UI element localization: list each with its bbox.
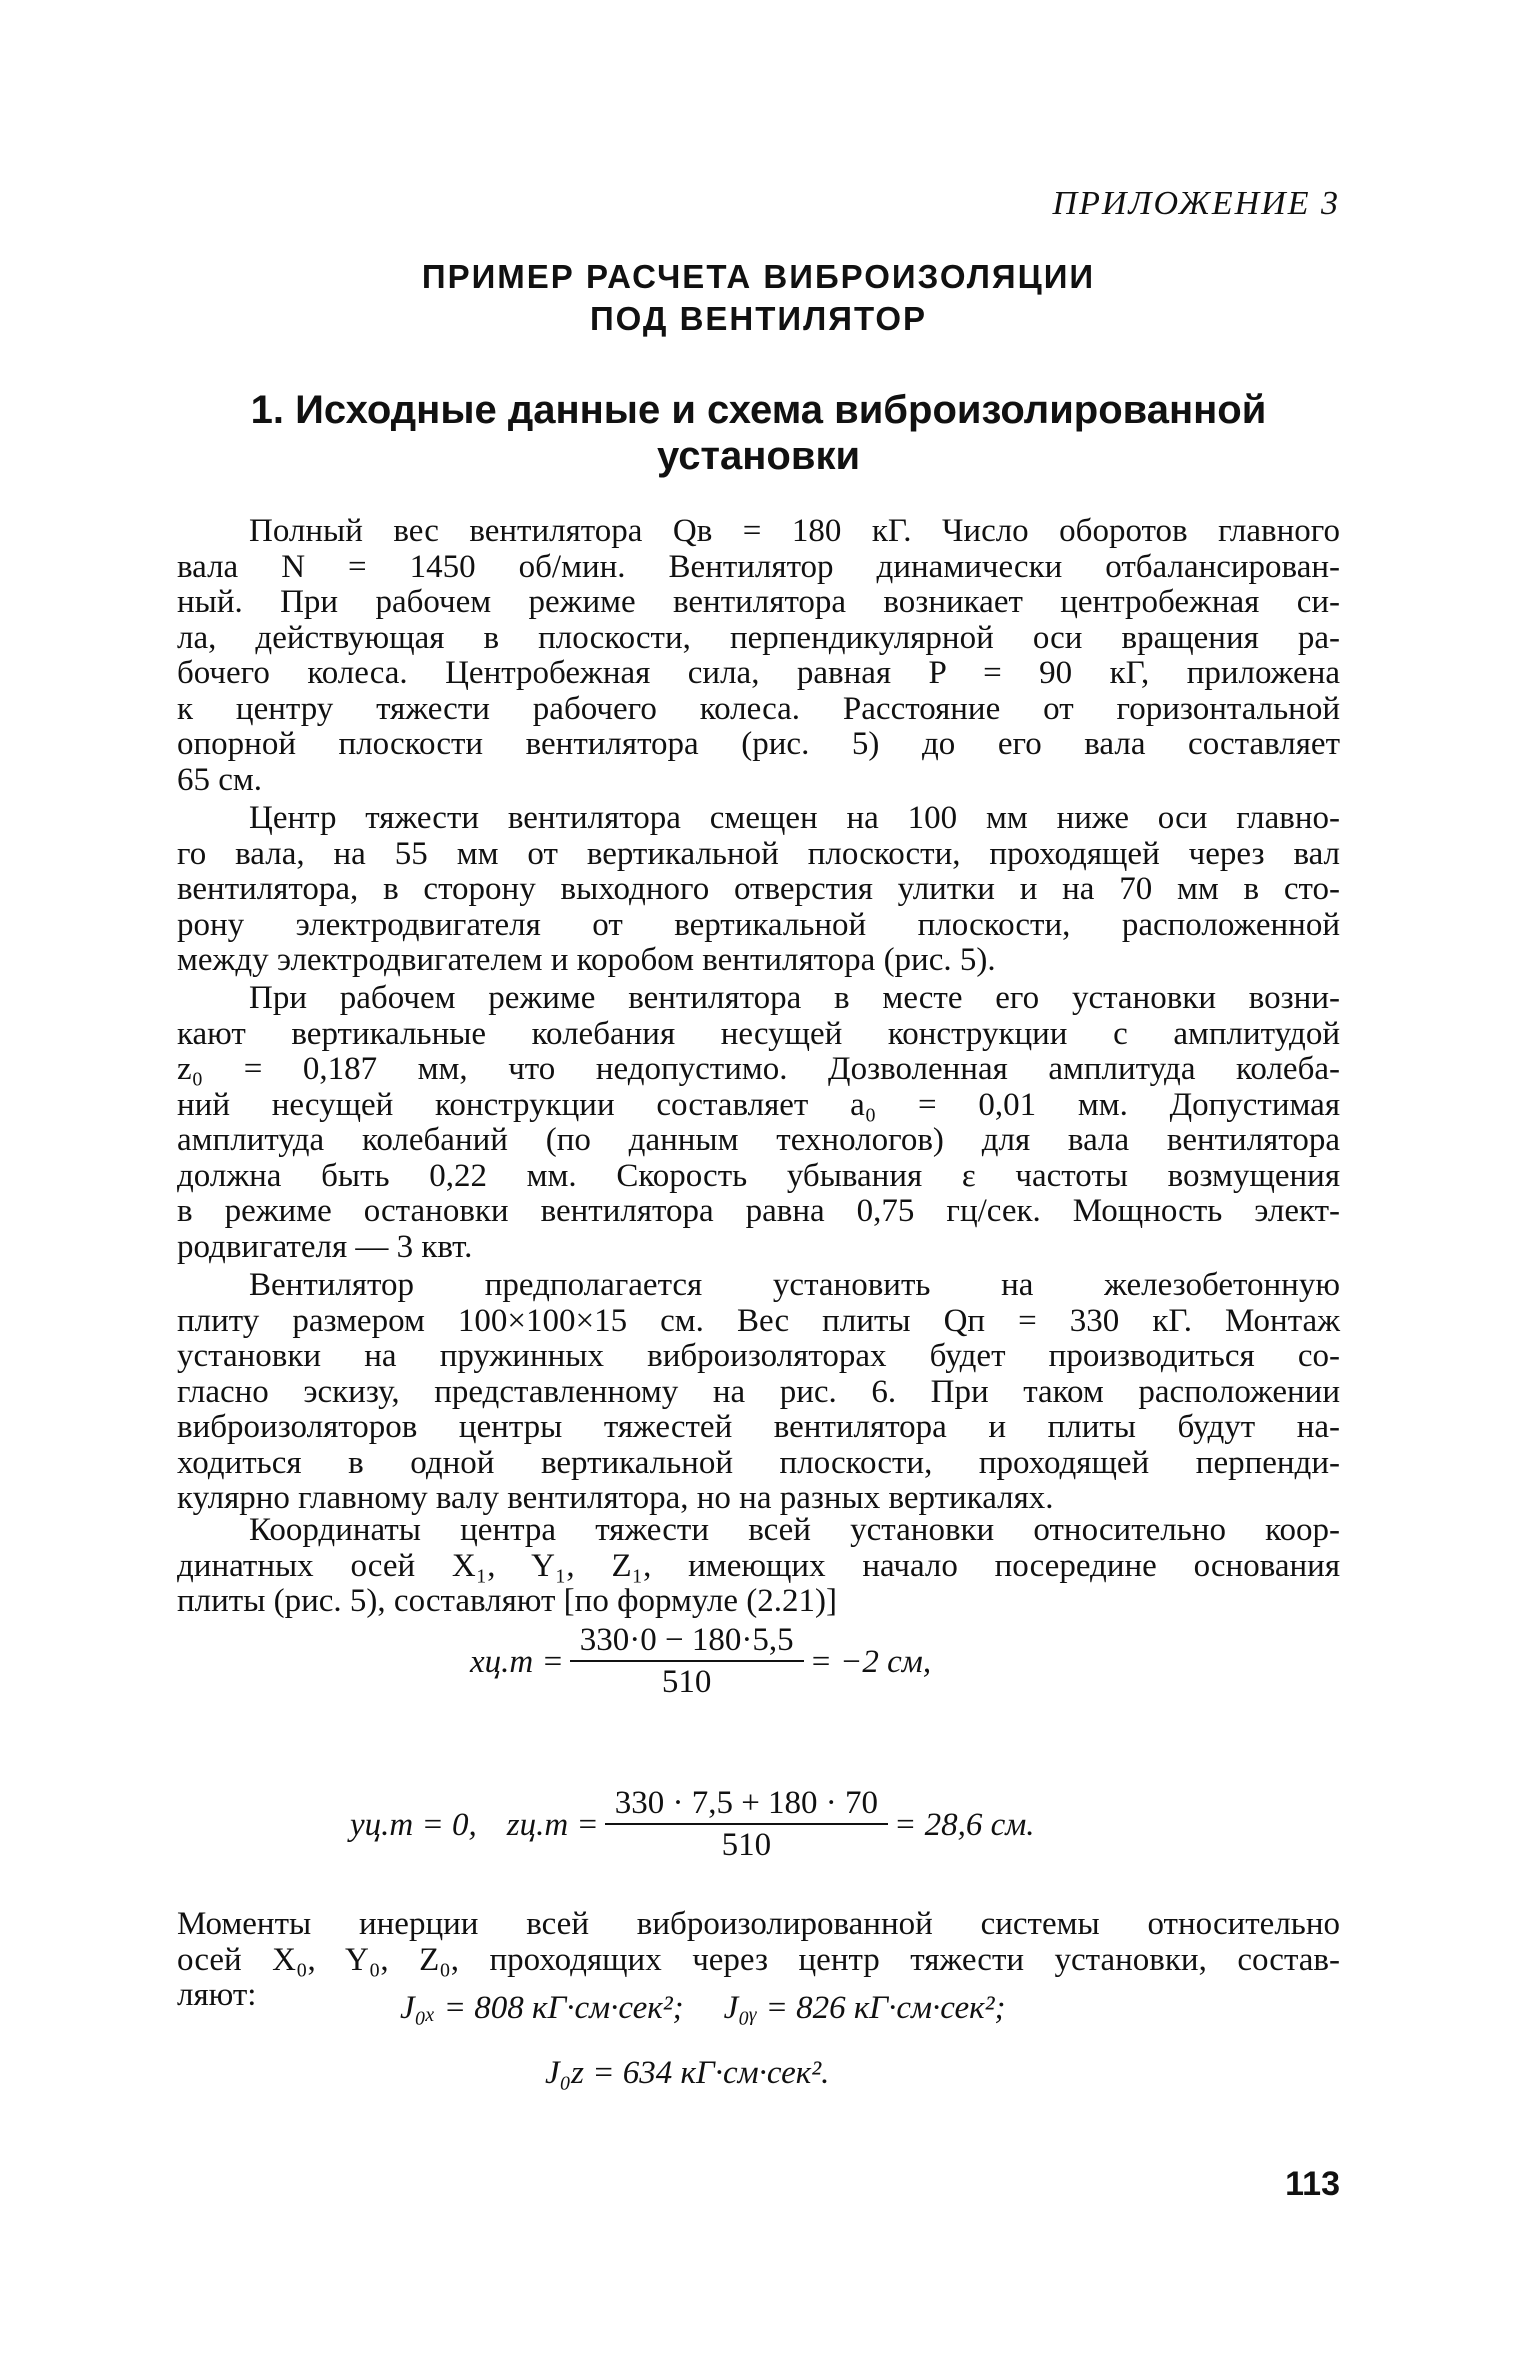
formula-z-rhs: = 28,6 см.: [894, 1806, 1035, 1843]
appendix-label: ПРИЛОЖЕНИЕ 3: [1052, 185, 1340, 222]
text-line: плиту размером 100×100×15 см. Вес плиты Qп = 330 кГ. Монтаж: [177, 1302, 1340, 1339]
moment-jz: J₀z = 634 кГ·см·сек².: [545, 2055, 830, 2091]
formula-x-lhs: xц.т =: [470, 1643, 564, 1680]
formula-x-rhs: = −2 см,: [809, 1643, 932, 1680]
text-line: рону электродвигателя от вертикальной плоскости, расположенной: [177, 906, 1340, 943]
section-heading-line-2: установки: [656, 434, 861, 478]
text-line: При рабочем режиме вентилятора в месте его установки возни-: [249, 980, 1340, 1016]
text-line: опорной плоскости вентилятора (рис. 5) до его вала составляет: [177, 726, 1340, 762]
section-heading-line-1: 1. Исходные данные и схема виброизолированной: [250, 388, 1267, 432]
formula-z-fraction: [605, 1785, 888, 1865]
formula-y: yц.т = 0,: [350, 1806, 477, 1843]
text-line: Моменты инерции всей виброизолированной системы относительно: [177, 1906, 1340, 1942]
formula-z-numerator: 330 · 7,5 + 180 · 70: [605, 1785, 888, 1825]
text-line: между электродвигателем и коробом вентилятора (рис. 5).: [177, 942, 996, 978]
text-line: динатных осей X₁, Y₁, Z₁, имеющих начало посередине основания: [177, 1547, 1340, 1584]
text-line: амплитуда колебаний (по данным технологов) для вала вентилятора: [177, 1122, 1340, 1158]
paragraph-3: [177, 981, 1340, 1265]
formula-x-numerator: 330·0 − 180·5,5: [570, 1622, 804, 1662]
text-line: бочего колеса. Центробежная сила, равная P = 90 кГ, приложена: [177, 655, 1340, 691]
text-line: z₀ = 0,187 мм, что недопустимо. Дозволенная амплитуда колеба-: [177, 1051, 1340, 1087]
text-line: кулярно главному валу вентилятора, но на разных вертикалях.: [177, 1480, 1054, 1516]
text-line: Вентилятор предполагается установить на железобетонную: [249, 1267, 1340, 1303]
formula-z-lhs: zц.т =: [506, 1806, 599, 1843]
text-line: Полный вес вентилятора Qв = 180 кГ. Число оборотов главного: [249, 513, 1340, 549]
text-line: ходиться в одной вертикальной плоскости, проходящей перпенди-: [177, 1444, 1340, 1481]
text-line: ний несущей конструкции составляет a₀ = 0,01 мм. Допустимая: [177, 1086, 1340, 1123]
paragraph-4: [177, 1268, 1340, 1517]
text-line: виброизоляторов центры тяжестей вентилятора и плиты будут на-: [177, 1409, 1340, 1445]
text-line: ный. При рабочем режиме вентилятора возникает центробежная си-: [177, 584, 1340, 620]
text-line: 65 см.: [177, 761, 263, 798]
formula-yz-center: [350, 1785, 1035, 1865]
moments-z: [545, 2055, 829, 2092]
text-line: ла, действующая в плоскости, перпендикулярной оси вращения ра-: [177, 619, 1340, 656]
formula-z-denominator: 510: [721, 1827, 772, 1863]
page-title-line-2: ПОД ВЕНТИЛЯТОР: [589, 300, 928, 337]
text-line: вала N = 1450 об/мин. Вентилятор динамически отбалансирован-: [177, 548, 1340, 585]
paragraph-2: [177, 801, 1340, 979]
moments-xy: [400, 1990, 1005, 2027]
text-line: Координаты центра тяжести всей установки относительно коор-: [249, 1512, 1340, 1548]
moment-jy: J₀ᵧ = 826 кГ·см·сек²;: [723, 1990, 1006, 2026]
formula-x-fraction: [570, 1622, 804, 1702]
text-line: плиты (рис. 5), составляют [по формуле (2.21)]: [177, 1583, 837, 1619]
text-line: к центру тяжести рабочего колеса. Расстояние от горизонтальной: [177, 690, 1340, 727]
text-line: в режиме остановки вентилятора равна 0,75 гц/сек. Мощность элект-: [177, 1193, 1340, 1229]
moment-jx: J₀ₓ = 808 кГ·см·сек²;: [400, 1990, 684, 2026]
page-title-line-1: ПРИМЕР РАСЧЕТА ВИБРОИЗОЛЯЦИИ: [421, 258, 1096, 295]
formula-x-center: [470, 1622, 931, 1702]
text-line: родвигателя — 3 квт.: [177, 1228, 473, 1265]
text-line: осей X₀, Y₀, Z₀, проходящих через центр тяжести установки, состав-: [177, 1941, 1340, 1978]
page-number: 113: [1285, 2165, 1340, 2203]
formula-x-denominator: 510: [661, 1664, 712, 1700]
text-line: должна быть 0,22 мм. Скорость убывания ε частоты возмущения: [177, 1157, 1340, 1194]
text-line: кают вертикальные колебания несущей конструкции с амплитудой: [177, 1015, 1340, 1052]
text-line: Центр тяжести вентилятора смещен на 100 мм ниже оси главно-: [249, 800, 1340, 836]
text-line: вентилятора, в сторону выходного отверстия улитки и на 70 мм в сто-: [177, 871, 1340, 907]
text-line: гласно эскизу, представленному на рис. 6. При таком расположении: [177, 1373, 1340, 1410]
paragraph-5: [177, 1513, 1340, 1620]
paragraph-1: [177, 514, 1340, 798]
text-line: ляют:: [177, 1977, 257, 2013]
text-line: установки на пружинных виброизоляторах будет производиться со-: [177, 1338, 1340, 1374]
text-line: го вала, на 55 мм от вертикальной плоскости, проходящей через вал: [177, 835, 1340, 872]
